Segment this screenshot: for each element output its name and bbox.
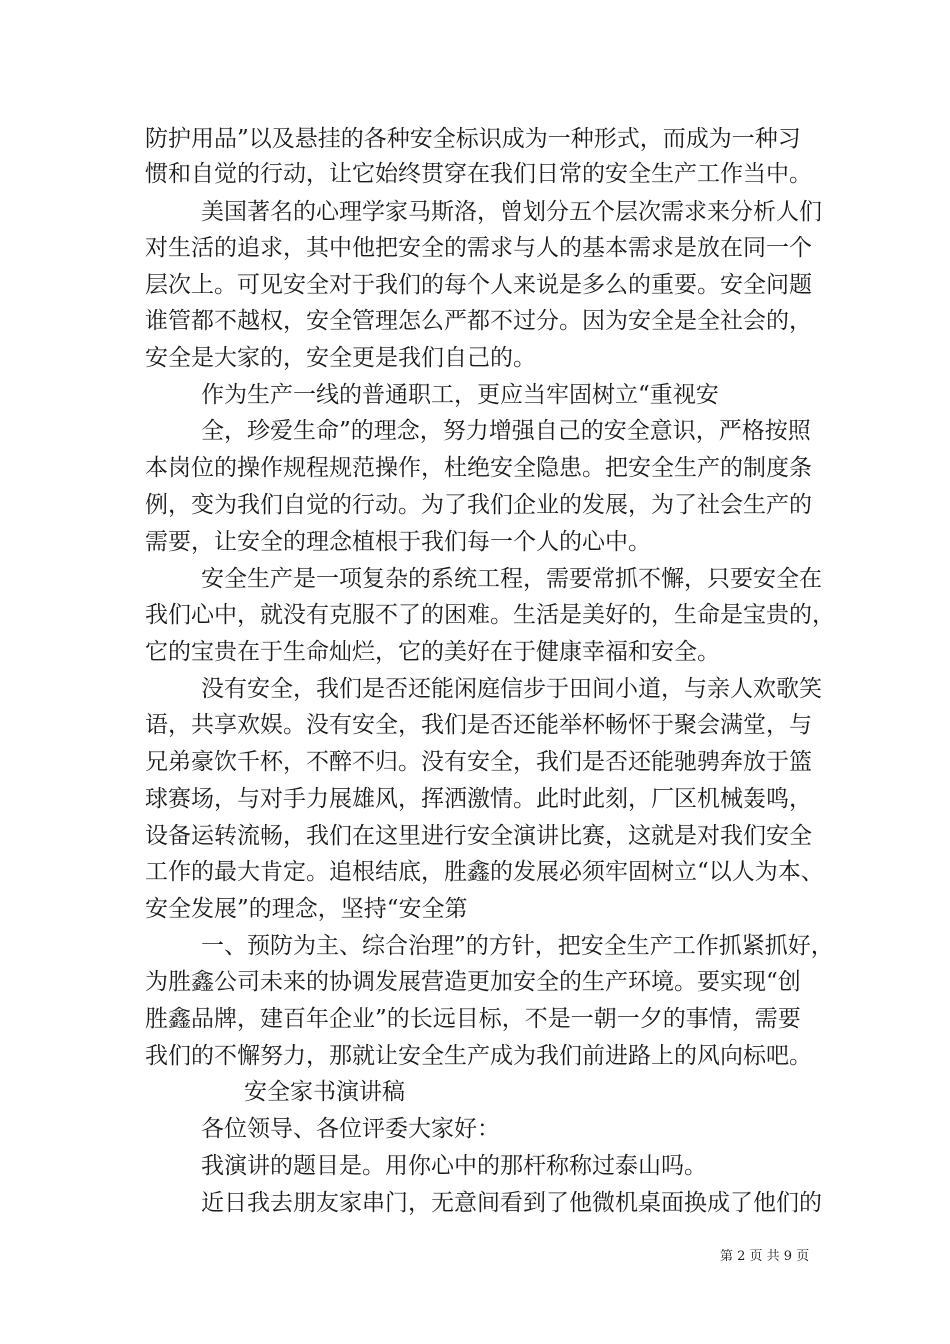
text-line: 兄弟豪饮千杯，不醉不归。没有安全，我们是否还能驰骋奔放于篮 [145, 749, 812, 775]
text-line: 例，变为我们自觉的行动。为了我们企业的发展，为了社会生产的 [145, 492, 812, 518]
page-number-footer: 第 2 页 共 9 页 [720, 1249, 810, 1264]
text-line: 层次上。可见安全对于我们的每个人来说是多么的重要。安全问题 [145, 272, 812, 298]
text-line: 我演讲的题目是。用你心中的那杆称称过泰山吗。 [201, 1153, 707, 1179]
text-line: 防护用品”以及悬挂的各种安全标识成为一种形式，而成为一种习 [145, 126, 801, 152]
text-line: 没有安全，我们是否还能闲庭信步于田间小道，与亲人欢歌笑 [201, 676, 822, 702]
text-line: 它的宝贵在于生命灿烂，它的美好在于健康幸福和安全。 [145, 639, 720, 665]
text-line: 惯和自觉的行动，让它始终贯穿在我们日常的安全生产工作当中。 [145, 161, 812, 187]
text-line: 近日我去朋友家串门，无意间看到了他微机桌面换成了他们的 [201, 1190, 822, 1216]
text-line: 胜鑫品牌，建百年企业”的长远目标，不是一朝一夕的事情，需要 [145, 1006, 801, 1032]
text-line: 对生活的追求，其中他把安全的需求与人的基本需求是放在同一个 [145, 235, 812, 261]
text-line: 安全是大家的，安全更是我们自己的。 [145, 345, 536, 371]
text-line: 全，珍爱生命”的理念，努力增强自己的安全意识，严格按照 [201, 418, 811, 444]
text-line: 工作的最大肯定。追根结底，胜鑫的发展必须牢固树立“以人为本、 [145, 859, 824, 885]
text-line: 本岗位的操作规程规范操作，杜绝安全隐患。把安全生产的制度条 [145, 455, 812, 481]
text-line: 我们的不懈努力，那就让安全生产成为我们前进路上的风向标吧。 [145, 1043, 812, 1069]
text-line: 作为生产一线的普通职工，更应当牢固树立“重视安 [201, 382, 719, 408]
text-line: 我们心中，就没有克服不了的困难。生活是美好的，生命是宝贵的， [145, 602, 835, 628]
text-line: 需要，让安全的理念植根于我们每一个人的心中。 [145, 529, 651, 555]
text-line: 设备运转流畅，我们在这里进行安全演讲比赛，这就是对我们安全 [145, 823, 812, 849]
text-line: 安全发展”的理念，坚持“安全第 [145, 896, 468, 922]
text-line: 语，共享欢娱。没有安全，我们是否还能举杯畅怀于聚会满堂，与 [145, 712, 812, 738]
text-line: 一、预防为主、综合治理”的方针，把安全生产工作抓紧抓好， [201, 933, 834, 959]
text-line: 为胜鑫公司未来的协调发展营造更加安全的生产环境。要实现“创 [145, 969, 801, 995]
text-line: 各位领导、各位评委大家好： [201, 1116, 500, 1142]
text-line: 安全生产是一项复杂的系统工程，需要常抓不懈，只要安全在 [201, 566, 822, 592]
section-title: 安全家书演讲稿 [244, 1079, 405, 1105]
text-line: 美国著名的心理学家马斯洛，曾划分五个层次需求来分析人们 [201, 199, 822, 225]
text-line: 谁管都不越权，安全管理怎么严都不过分。因为安全是全社会的， [145, 308, 812, 334]
text-line: 球赛场，与对手力展雄风，挥洒激情。此时此刻，厂区机械轰鸣， [145, 786, 812, 812]
